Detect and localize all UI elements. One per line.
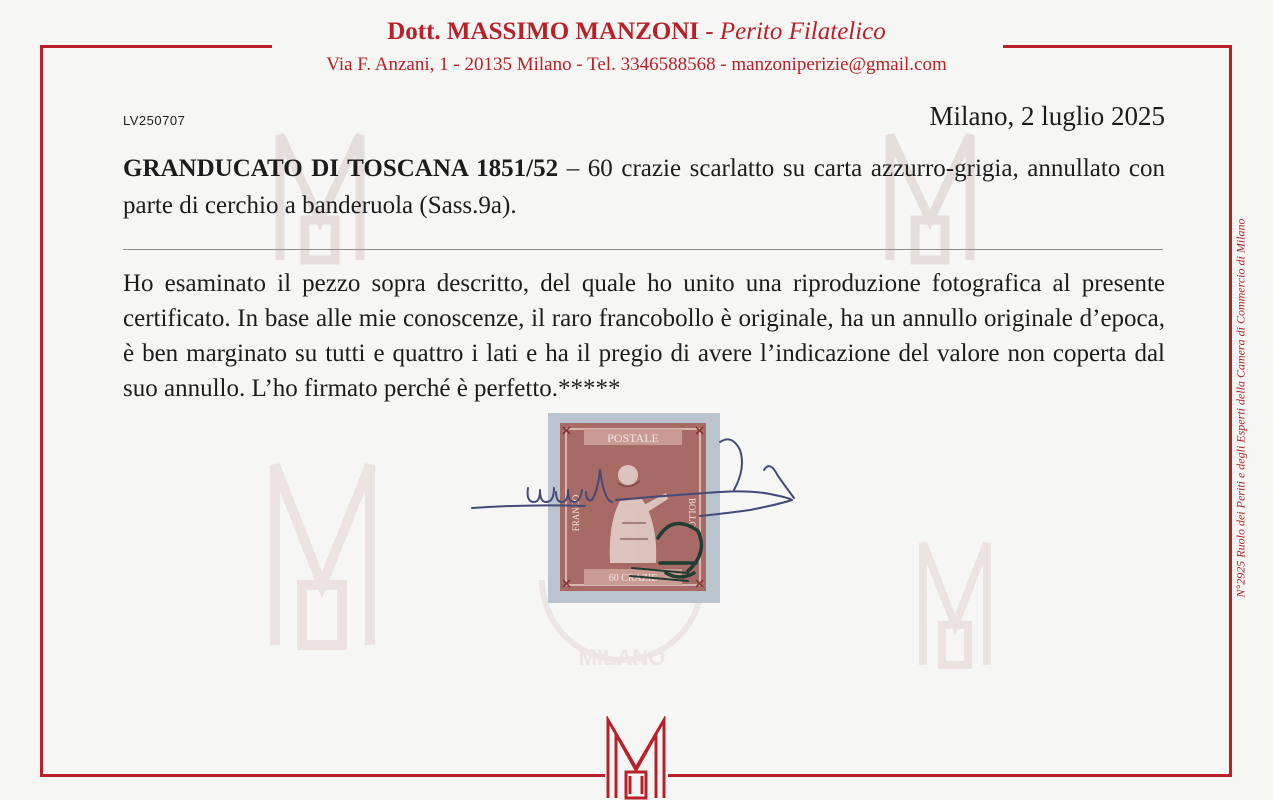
stamp-heading: GRANDUCATO DI TOSCANA 1851/52 <box>123 155 559 182</box>
certificate-body: Ho esaminato il pezzo sopra descritto, del quale ho unito una riproduzione fotografica al presente certificato. In base alle mie conoscenze, il raro francobollo è originale, ha un annullo originale d’epoca, è ben marginato su tutti e quattro i lati e ha il pregio di avere l’indicazione del valore non coperta dal suo annullo. L’ho firmato perché è perfetto.***** <box>123 270 1165 402</box>
stamp-top-label: POSTALE <box>607 431 659 445</box>
stamp-description-text: – 60 crazie scarlatto su carta azzurro-grigia, annullato con parte di cerchio a banderuola (Sass.9a). <box>123 155 1166 219</box>
certificate-reference: LV250707 <box>123 113 186 128</box>
header-separator: - <box>699 18 720 45</box>
divider-rule <box>123 249 1163 250</box>
expert-name: Dott. MASSIMO MANZONI <box>387 18 700 45</box>
frame-left <box>40 45 43 777</box>
monogram-logo-icon <box>604 716 668 800</box>
frame-right <box>1229 45 1232 777</box>
stamp-bottom-label: 60 CRAZIE <box>608 573 658 584</box>
registry-note: N°2925 Ruolo dei Periti e degli Esperti della Camera di Commercio di Milano <box>1233 218 1248 598</box>
monogram-watermark-icon <box>265 455 380 650</box>
expert-name-line <box>0 18 1273 46</box>
frame-bottom-left <box>40 774 605 777</box>
stamp-description <box>123 150 1165 224</box>
expert-contact: Via F. Anzani, 1 - 20135 Milano - Tel. 3346588568 - manzoniperizie@gmail.com <box>326 54 947 75</box>
expert-role: Perito Filatelico <box>719 18 886 45</box>
stamp-side-label-right: BOLLO <box>687 498 697 528</box>
certificate-date: Milano, 2 luglio 2025 <box>929 101 1165 131</box>
frame-bottom-right <box>668 774 1232 777</box>
stamp-side-label: FRANCO <box>571 494 581 532</box>
monogram-watermark-icon <box>915 535 995 670</box>
handwritten-signature <box>470 430 815 550</box>
seal-text: MILANO <box>578 645 666 670</box>
